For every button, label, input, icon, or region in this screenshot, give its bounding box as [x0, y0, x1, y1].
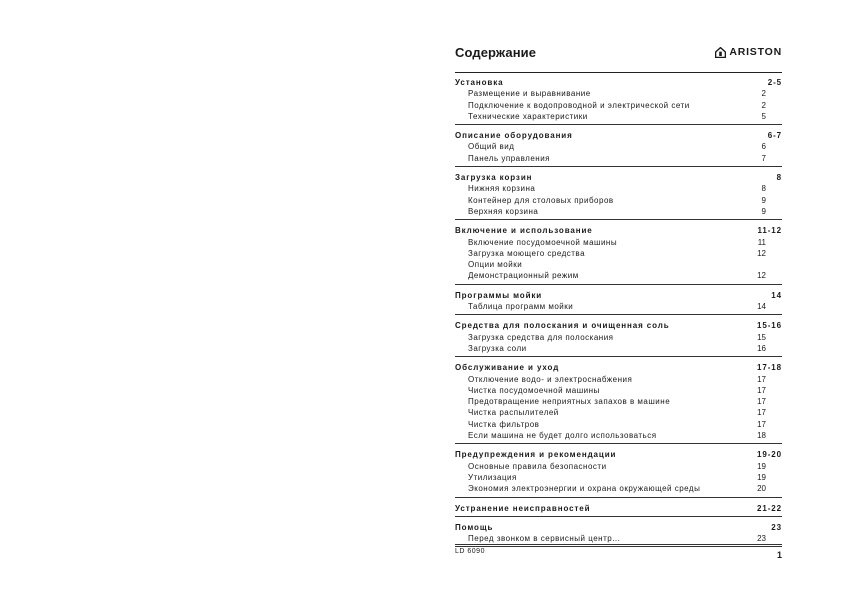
page-number: 1 — [776, 550, 782, 560]
toc-entry[interactable] — [455, 332, 782, 343]
toc-section-heading[interactable] — [455, 522, 782, 533]
section-pages: 6-7 — [767, 131, 782, 141]
section-title: Средства для полоскания и очищенная соль — [455, 321, 670, 331]
toc-entry[interactable] — [455, 385, 782, 396]
entry-page: 7 — [761, 153, 766, 163]
toc-entry[interactable] — [455, 237, 782, 248]
toc-section-heading[interactable] — [455, 130, 782, 141]
table-of-contents — [455, 75, 782, 550]
header-divider — [455, 72, 782, 73]
entry-page: 12 — [757, 248, 766, 258]
entry-label: Таблица программ мойки — [468, 302, 574, 312]
entry-label: Загрузка средства для полоскания — [468, 332, 614, 342]
toc-section — [455, 75, 782, 125]
section-title: Помощь — [455, 522, 494, 532]
toc-entry[interactable] — [455, 183, 782, 194]
entry-label: Демонстрационный режим — [468, 271, 579, 281]
section-title: Загрузка корзин — [455, 173, 533, 183]
entry-page: 8 — [761, 184, 766, 194]
toc-entry[interactable] — [455, 248, 782, 259]
toc-entry[interactable] — [455, 396, 782, 407]
entry-label: Чистка распылителей — [468, 408, 559, 418]
footer-divider — [455, 544, 782, 545]
entry-page: 17 — [757, 374, 766, 384]
entry-label: Предотвращение неприятных запахов в машине — [468, 397, 671, 407]
entry-label: Опции мойки — [468, 260, 523, 270]
entry-page: 9 — [761, 206, 766, 216]
toc-entry[interactable] — [455, 472, 782, 483]
entry-page: 17 — [757, 408, 766, 418]
brand-logo — [715, 46, 782, 58]
toc-section-heading[interactable] — [455, 320, 782, 331]
toc-entry[interactable] — [455, 343, 782, 354]
entry-page: 17 — [757, 419, 766, 429]
toc-section — [455, 223, 782, 284]
entry-page: 20 — [757, 484, 766, 494]
entry-page: 23 — [757, 534, 766, 544]
toc-entry[interactable] — [455, 533, 782, 544]
entry-page: 9 — [761, 195, 766, 205]
toc-section-heading[interactable] — [455, 362, 782, 373]
toc-entry[interactable] — [455, 111, 782, 122]
toc-entry[interactable] — [455, 407, 782, 418]
toc-entry[interactable] — [455, 206, 782, 217]
toc-page — [455, 44, 782, 564]
entry-page: 17 — [757, 385, 766, 395]
entry-label: Если машина не будет долго использоваться — [468, 431, 657, 441]
toc-section — [455, 288, 782, 316]
entry-page: 12 — [757, 271, 766, 281]
toc-section-heading[interactable] — [455, 503, 782, 514]
entry-label: Подключение к водопроводной и электрической сети — [468, 100, 690, 110]
entry-page: 19 — [757, 472, 766, 482]
toc-section — [455, 128, 782, 167]
section-pages: 2-5 — [767, 78, 782, 87]
section-pages: 19-20 — [757, 450, 782, 460]
toc-section-heading[interactable] — [455, 449, 782, 460]
toc-entry[interactable] — [455, 88, 782, 99]
brand-name: ARISTON — [729, 46, 782, 58]
toc-section — [455, 501, 782, 517]
toc-section-heading[interactable] — [455, 172, 782, 183]
entry-label: Технические характеристики — [468, 111, 588, 121]
toc-section-heading[interactable] — [455, 77, 782, 88]
section-pages: 23 — [771, 522, 782, 532]
toc-section-heading[interactable] — [455, 225, 782, 236]
section-title: Предупреждения и рекомендации — [455, 450, 617, 460]
entry-page: 15 — [757, 332, 766, 342]
toc-entry[interactable] — [455, 374, 782, 385]
entry-page: 19 — [757, 461, 766, 471]
section-pages: 17-18 — [757, 363, 782, 373]
page-title: Содержание — [455, 45, 537, 60]
entry-page: 17 — [757, 397, 766, 407]
section-pages: 15-16 — [757, 321, 782, 331]
entry-label: Контейнер для столовых приборов — [468, 195, 614, 205]
entry-label: Включение посудомоечной машины — [468, 237, 618, 247]
section-pages: 21-22 — [757, 503, 782, 513]
toc-section — [455, 318, 782, 357]
entry-label: Общий вид — [468, 142, 515, 152]
section-title: Описание оборудования — [455, 131, 573, 141]
entry-page: 16 — [757, 343, 766, 353]
section-title: Установка — [455, 78, 504, 87]
entry-label: Верхняя корзина — [468, 206, 539, 216]
entry-page: 2 — [761, 89, 766, 99]
section-pages: 11-12 — [757, 226, 782, 236]
section-title: Включение и использование — [455, 226, 593, 236]
entry-label: Загрузка соли — [468, 343, 527, 353]
entry-label: Основные правила безопасности — [468, 461, 607, 471]
entry-label: Перед звонком в сервисный центр... — [468, 534, 621, 544]
toc-entry[interactable] — [455, 461, 782, 472]
entry-label: Отключение водо- и электроснабжения — [468, 374, 633, 384]
entry-page: 18 — [757, 431, 766, 441]
entry-page: 5 — [761, 111, 766, 121]
section-pages: 14 — [771, 290, 782, 300]
toc-entry[interactable] — [455, 259, 782, 270]
entry-label: Утилизация — [468, 472, 517, 482]
toc-entry[interactable] — [455, 195, 782, 206]
page-header — [455, 44, 782, 68]
entry-label: Панель управления — [468, 153, 550, 163]
entry-label: Чистка фильтров — [468, 419, 540, 429]
toc-section-heading[interactable] — [455, 290, 782, 301]
entry-page: 11 — [757, 237, 766, 247]
model-code: LD 6090 — [455, 548, 485, 555]
toc-entry[interactable] — [455, 430, 782, 441]
house-logo-icon — [715, 47, 726, 58]
toc-entry[interactable] — [455, 270, 782, 281]
toc-section — [455, 360, 782, 444]
section-title: Устранение неисправностей — [455, 503, 591, 513]
section-pages: 8 — [776, 173, 782, 183]
entry-page: 6 — [761, 142, 766, 152]
toc-entry[interactable] — [455, 419, 782, 430]
entry-page: 14 — [757, 302, 766, 312]
toc-entry[interactable] — [455, 483, 782, 494]
toc-entry[interactable] — [455, 100, 782, 111]
entry-label: Загрузка моющего средства — [468, 248, 586, 258]
entry-label: Нижняя корзина — [468, 184, 536, 194]
section-title: Обслуживание и уход — [455, 363, 560, 373]
toc-entry[interactable] — [455, 301, 782, 312]
toc-section — [455, 447, 782, 497]
toc-section — [455, 170, 782, 220]
entry-label: Размещение и выравнивание — [468, 89, 591, 99]
entry-label: Экономия электроэнергии и охрана окружающей среды — [468, 484, 701, 494]
toc-entry[interactable] — [455, 141, 782, 152]
entry-page: 2 — [761, 100, 766, 110]
entry-label: Чистка посудомоечной машины — [468, 385, 600, 395]
toc-entry[interactable] — [455, 153, 782, 164]
section-title: Программы мойки — [455, 290, 543, 300]
